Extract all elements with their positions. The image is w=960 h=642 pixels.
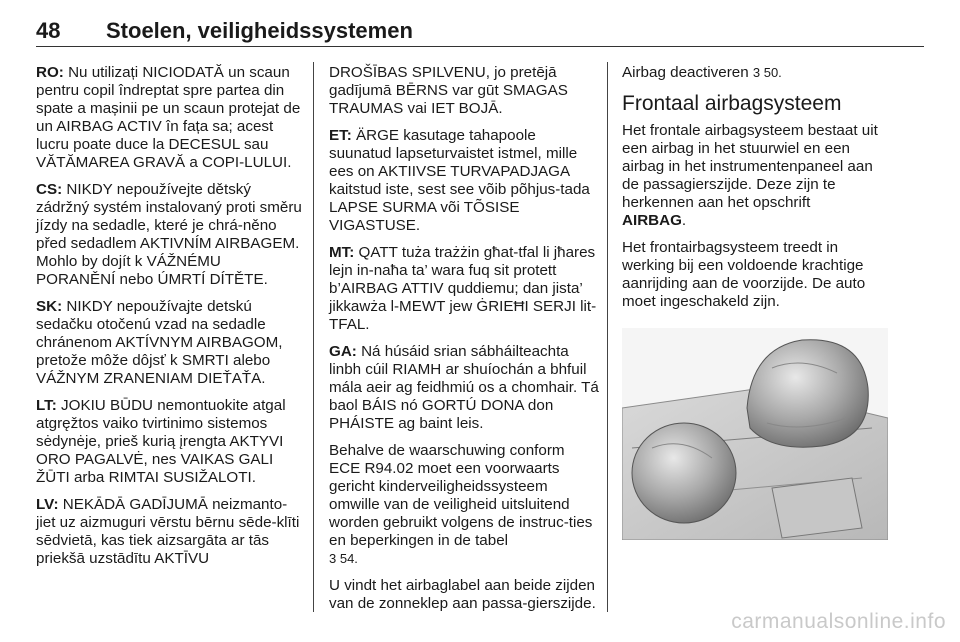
page-number: 48 bbox=[36, 18, 61, 43]
page-title: Stoelen, veiligheidssystemen bbox=[106, 18, 413, 43]
column-left bbox=[36, 64, 302, 577]
watermark: carmanualsonline.info bbox=[731, 610, 946, 633]
airbag-illustration bbox=[622, 328, 888, 540]
ece-paragraph: Behalve de waarschuwing conform ECE R94.02 moet een voorwaarts gericht kinderveiligheidssysteem omwille van de veiligheid uitsluitend worden gebruikt volgens de instruc-ties en beperkingen in de tabel 3 54. bbox=[329, 442, 593, 566]
column-right bbox=[622, 64, 890, 320]
warning-lt: LT: JOKIU BŪDU nemontuokite atgal atgręžtos vaiko tvirtinimo sistemos sėdynėje, prieš kurią įrengta AKTYVI ORO PAGALVĖ, nes VAIKAS GALI ŽŪTI arba RIMTAI SUSIŽALOTI. bbox=[36, 397, 286, 486]
warning-ga: GA: Ná húsáid srian sábháilteachta linbh cúil RIAMH ar shuíochán a bhfuil mála aeir ag feidhmiú os a chomhair. Tá baol BÁIS nó GORTÚ DONA don PHÁISTE ag baint leis. bbox=[329, 343, 599, 432]
airbag-illustration-icon bbox=[622, 328, 888, 540]
warning-et: ET: ÄRGE kasutage tahapoole suunatud lapseturvaistet istmel, mille ees on AKTIIVSE TURVAPADJAGA kaitstud iste, sest see võib põhjus-tada LAPSE SURMA või TÕSISE VIGASTUSE. bbox=[329, 127, 590, 234]
warning-cs: CS: NIKDY nepoužívejte dětský zádržný systém instalovaný proti směru jízdy na sedadle, které je chrá-něno před sedadlem AKTIVNÍM AIRBAGEM. Mohlo by dojít k VÁŽNÉMU PORANĚNÍ nebo ÚMRTÍ DÍTĚTE. bbox=[36, 181, 302, 288]
front-airbag-activation: Het frontairbagsysteem treedt in werking bij een voldoende krachtige aanrijding aan de voorzijde. De auto moet ingeschakeld zijn. bbox=[622, 239, 866, 310]
section-heading: Frontaal airbagsysteem bbox=[622, 92, 842, 115]
column-middle bbox=[329, 64, 599, 622]
airbag-label-paragraph: U vindt het airbaglabel aan beide zijden van de zonneklep aan passa-gierszijde. bbox=[329, 577, 596, 612]
page-reference-link[interactable]: 3 54. bbox=[329, 551, 358, 566]
column-divider bbox=[607, 62, 608, 612]
warning-lv-continued: DROŠĪBAS SPILVENU, jo pretējā gadījumā BĒRNS var gūt SMAGAS TRAUMAS vai IET BOJĀ. bbox=[329, 64, 568, 117]
warning-mt: MT: QATT tuża trażżin għat-tfal li jħares lejn in-naħa ta’ wara fuq sit protett b’AIRBAG ATTIV quddiemu; dan jista’ jikkawża l-MEWT jew ĠRIEĦI SERJI lit-TFAL. bbox=[329, 244, 597, 333]
warning-lv: LV: NEKĀDĀ GADĪJUMĀ neizmanto-jiet uz aizmuguri vērstu bērnu sēde-klīti sēdvietā, kas tiek aizsargāta ar tās priekšā uzstādītu AKTĪVU bbox=[36, 496, 300, 567]
column-divider bbox=[313, 62, 314, 612]
warning-sk: SK: NIKDY nepoužívajte detskú sedačku otočenú vzad na sedadle chránenom AKTÍVNYM AIRBAGOM, pretože môže dôjsť k SMRTI alebo VÁŽNYM ZRANENIAM DIEŤAŤA. bbox=[36, 298, 283, 387]
page-reference-link[interactable]: 3 50. bbox=[752, 65, 782, 80]
deactivate-paragraph: Airbag deactiveren 3 50. bbox=[622, 64, 782, 81]
airbag-inscription: AIRBAG bbox=[622, 212, 682, 229]
front-airbag-description: Het frontale airbagsysteem bestaat uit een airbag in het stuurwiel en een airbag in het instrumentenpaneel aan de passagierszijde. Deze zijn te herkennen aan het opschrift AIRBAG. bbox=[622, 122, 878, 229]
page-header bbox=[36, 16, 924, 47]
warning-ro: RO: Nu utilizați NICIODATĂ un scaun pentru copil îndreptat spre partea din spate a mașinii pe un scaun protejat de un AIRBAG ACTIV în fața sa; acest lucru poate duce la DECESUL sau VĂTĂMAREA GRAVĂ a COPI-LULUI. bbox=[36, 64, 301, 171]
